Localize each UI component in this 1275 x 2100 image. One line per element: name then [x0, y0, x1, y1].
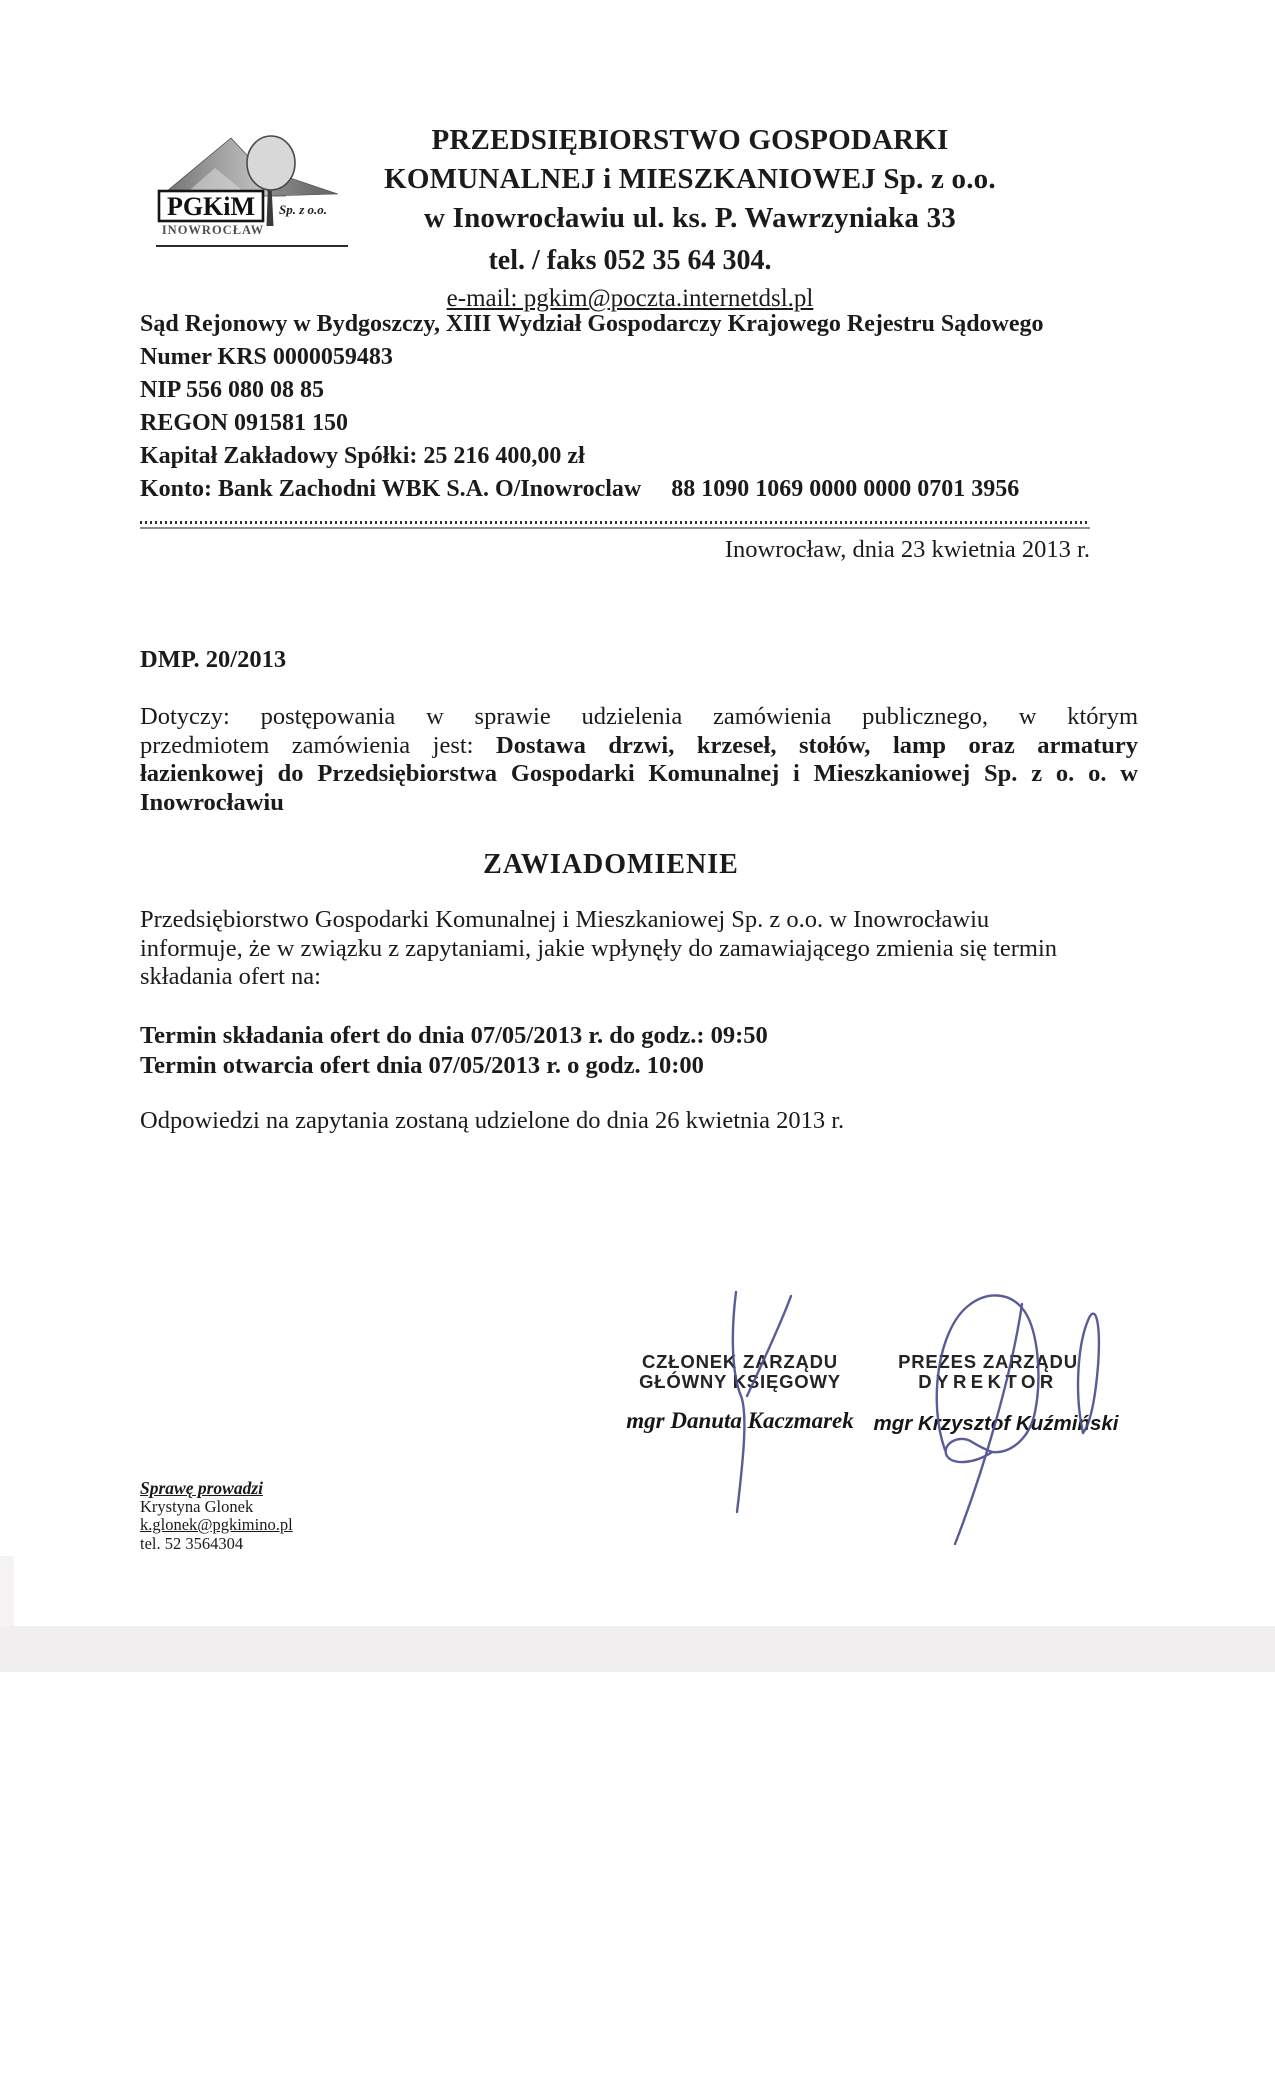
signature-left-stroke2	[747, 1296, 791, 1396]
stamp-left-role2: GŁÓWNY KSIĘGOWY	[639, 1371, 841, 1392]
reference-number: DMP. 20/2013	[140, 646, 287, 673]
stamp-left-role1: CZŁONEK ZARZĄDU	[642, 1351, 838, 1372]
body-line3: składania ofert na:	[140, 963, 321, 990]
scan-streak	[0, 1556, 14, 1632]
company-phone: tel. / faks 052 35 64 304.	[488, 245, 772, 276]
letterhead	[340, 121, 1040, 238]
body-line1: Przedsiębiorstwo Gospodarki Komunalnej i Mieszkaniowej Sp. z o.o. w Inowrocławiu	[140, 906, 990, 933]
signature-left-stroke	[733, 1292, 745, 1512]
registry-nip: NIP 556 080 08 85	[140, 377, 325, 403]
opening-deadline: Termin otwarcia ofert dnia 07/05/2013 r. o godz. 10:00	[140, 1052, 704, 1079]
signature-right-hook	[1078, 1314, 1099, 1433]
scan-band	[0, 1626, 1275, 1672]
logo-suffix: Sp. z o.o.	[279, 202, 328, 217]
company-name-line2: KOMUNALNEJ i MIESZKANIOWEJ Sp. z o.o.	[384, 163, 996, 195]
case-handler-phone: tel. 52 3564304	[140, 1533, 244, 1553]
signature-right-loop	[937, 1295, 1039, 1452]
subject-line3: łazienkowej do Przedsiębiorstwa Gospodarki Komunalnej i Mieszkaniowej Sp. z o. o. w	[140, 760, 1138, 787]
document-title: ZAWIADOMIENIE	[483, 849, 739, 880]
dotted-separator	[140, 521, 1088, 524]
answers-note: Odpowiedzi na zapytania zostaną udzielone do dnia 26 kwietnia 2013 r.	[140, 1107, 845, 1134]
body-paragraph	[140, 906, 1150, 992]
case-handler-heading: Sprawę prowadzi	[140, 1478, 264, 1498]
body-line2: informuje, że w związku z zapytaniami, jakie wpłynęły do zamawiającego zmienia się termin	[140, 934, 1058, 962]
separator-line	[140, 527, 1090, 529]
dateline: Inowrocław, dnia 23 kwietnia 2013 r.	[724, 536, 1090, 563]
submission-deadline: Termin składania ofert do dnia 07/05/2013 r. do godz.: 09:50	[140, 1022, 768, 1049]
handwritten-signatures	[700, 1282, 1120, 1572]
subject-line2-normal: przedmiotem zamówienia jest:	[140, 731, 474, 759]
stamp-right-role2: DYREKTOR	[918, 1371, 1058, 1392]
case-handler-email: k.glonek@pgkimino.pl	[140, 1515, 293, 1534]
signature-right-tail	[955, 1304, 1022, 1544]
company-logo	[153, 128, 353, 246]
registry-capital: Kapitał Zakładowy Spółki: 25 216 400,00 zł	[140, 443, 585, 469]
company-address: w Inowrocławiu ul. ks. P. Wawrzyniaka 33	[424, 202, 956, 234]
logo-city: INOWROCŁAW	[161, 223, 265, 237]
case-handler-name: Krystyna Glonek	[140, 1496, 254, 1516]
stamp-right-role1: PREZES ZARZĄDU	[898, 1351, 1078, 1372]
logo-acronym: PGKiM	[166, 192, 256, 221]
subject-line2-bold: Dostawa drzwi, krzeseł, stołów, lamp oraz armatury	[496, 731, 1138, 759]
stamp-left-name: mgr Danuta Kaczmarek	[626, 1408, 854, 1433]
registry-court: Sąd Rejonowy w Bydgoszczy, XIII Wydział Gospodarczy Krajowego Rejestru Sądowego	[140, 311, 1044, 337]
deadlines-block	[140, 1021, 768, 1081]
registry-block	[140, 308, 1140, 506]
letterhead-contacts	[270, 242, 990, 318]
registry-krs: Numer KRS 0000059483	[140, 344, 393, 370]
company-name-line1: PRZEDSIĘBIORSTWO GOSPODARKI	[431, 124, 949, 156]
bank-account-number: 88 1090 1069 0000 0000 0701 3956	[671, 476, 1020, 502]
subject-line4: Inowrocławiu	[140, 788, 284, 816]
bank-account-label: Konto: Bank Zachodni WBK S.A. O/Inowroclaw	[140, 476, 642, 502]
stamp-right-name: mgr Krzysztof Kuźmiński	[873, 1412, 1119, 1435]
subject-paragraph	[140, 703, 1138, 817]
registry-regon: REGON 091581 150	[140, 410, 349, 436]
company-email: e-mail: pgkim@poczta.internetdsl.pl	[446, 285, 814, 312]
case-handler-block	[140, 1479, 293, 1553]
subject-line1: Dotyczy: postępowania w sprawie udzielenia zamówienia publicznego, w którym	[140, 703, 1138, 730]
